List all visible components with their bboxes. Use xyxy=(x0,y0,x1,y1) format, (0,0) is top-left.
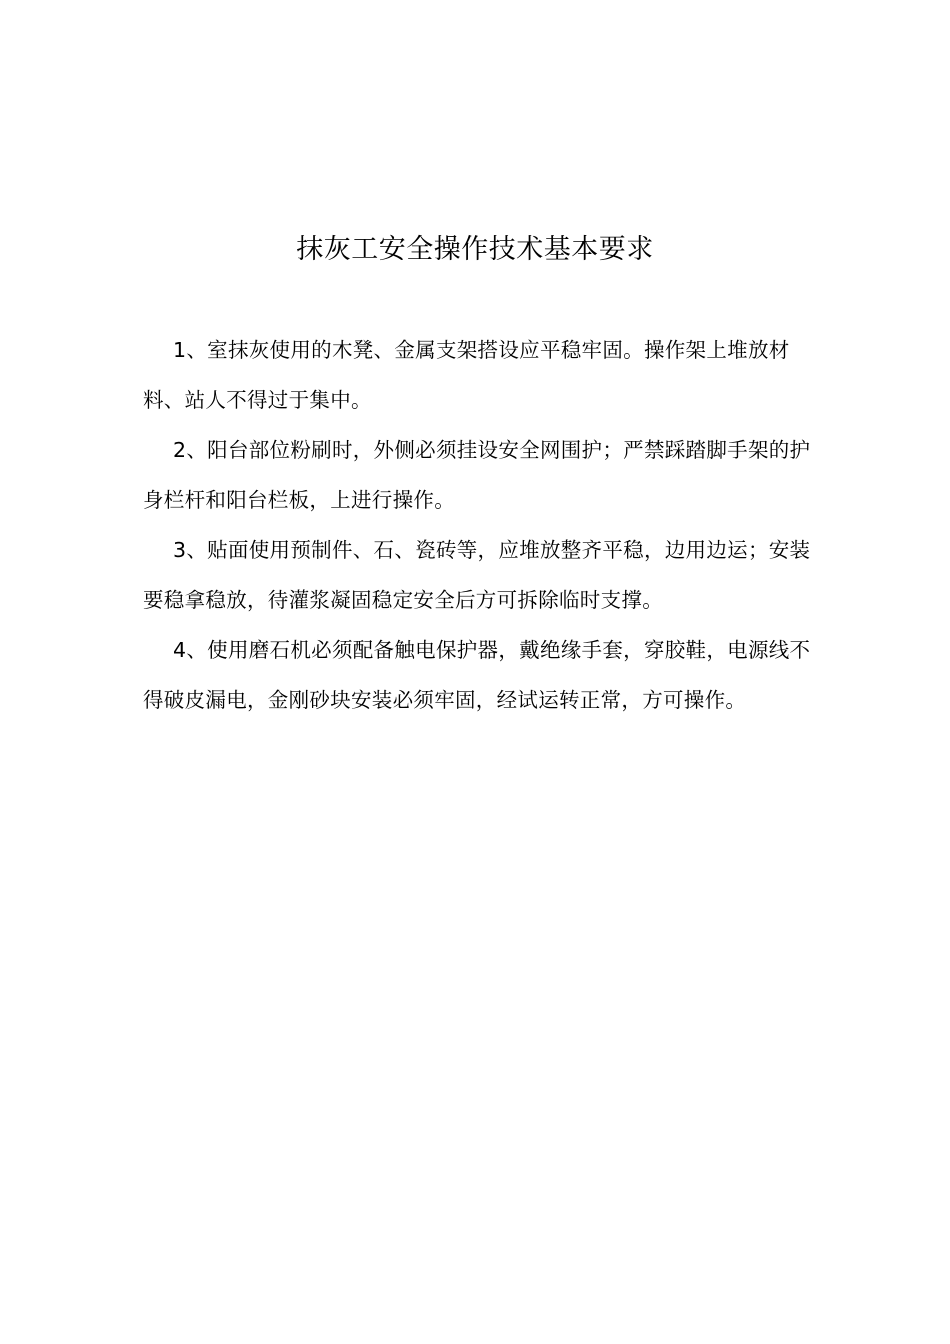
paragraph-4: 4、使用磨石机必须配备触电保护器，戴绝缘手套，穿胶鞋，电源线不得破皮漏电，金刚砂块安装必须牢固，经试运转正常，方可操作。 xyxy=(143,638,811,712)
document-body xyxy=(143,325,823,725)
document-title: 抹灰工安全操作技术基本要求 xyxy=(296,234,654,265)
paragraph-2: 2、阳台部位粉刷时，外侧必须挂设安全网围护；严禁踩踏脚手架的护身栏杆和阳台栏板，上进行操作。 xyxy=(143,438,811,512)
paragraph-3: 3、贴面使用预制件、石、瓷砖等，应堆放整齐平稳，边用边运；安装要稳拿稳放，待灌浆凝固稳定安全后方可拆除临时支撑。 xyxy=(143,538,811,612)
paragraph-1: 1、室抹灰使用的木凳、金属支架搭设应平稳牢固。操作架上堆放材料、站人不得过于集中。 xyxy=(143,338,790,412)
